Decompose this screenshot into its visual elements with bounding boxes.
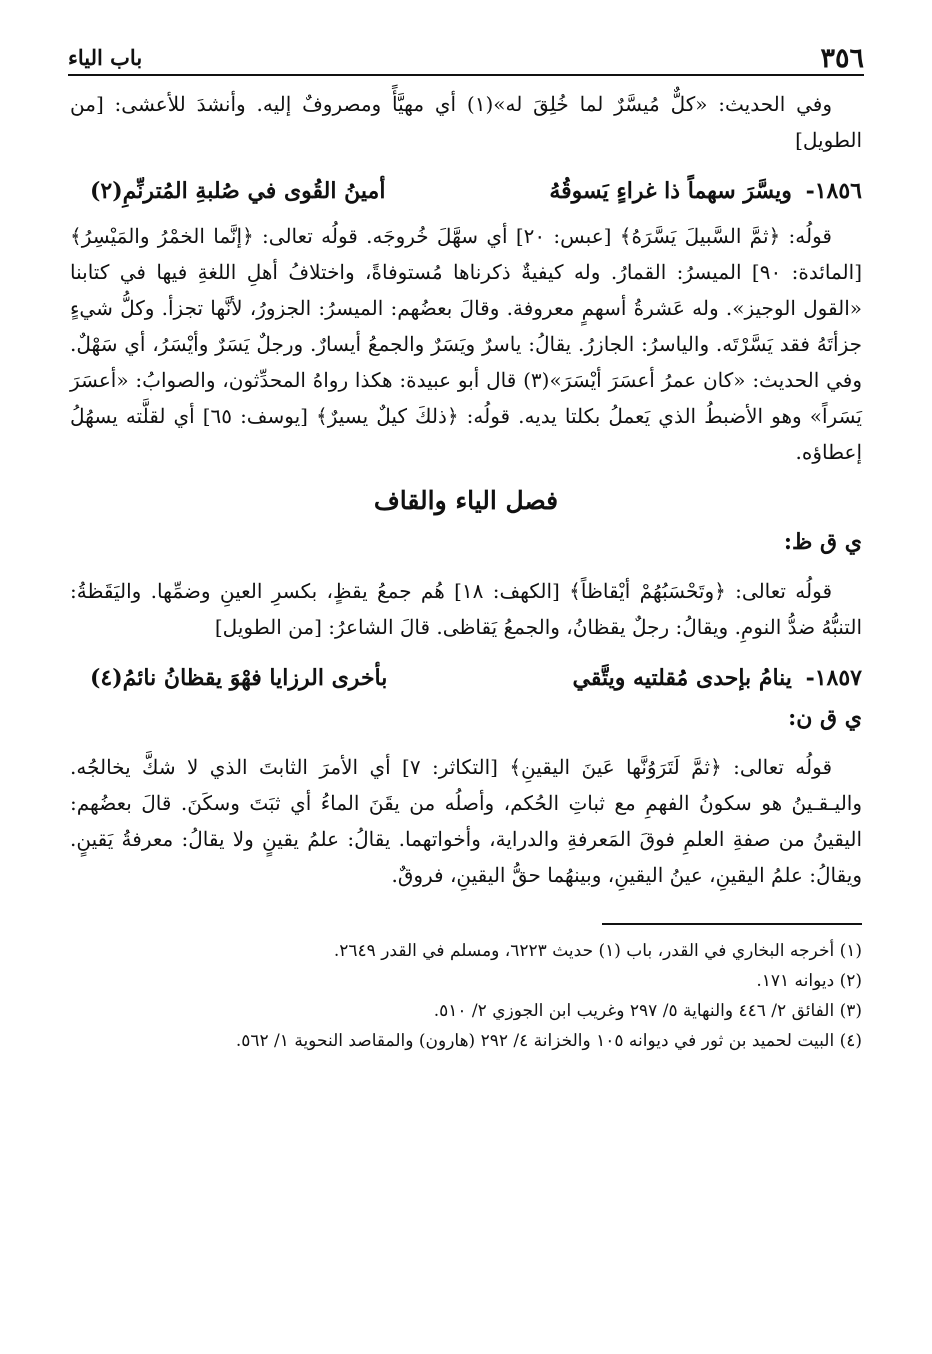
verse-number: ١٨٥٧-	[805, 665, 862, 691]
verse-second-hemistich: بأخرى الرزايا فهْوَ يقظانُ نائمُ(٤)	[90, 665, 388, 691]
verse-second-hemistich: أمينُ القُوى في صُلبةِ المُترنِّمِ(٢)	[90, 178, 386, 204]
verse-first-hemistich	[573, 659, 862, 697]
paragraph-intro: وفي الحديث: «كلٌّ مُيسَّرٌ لما خُلِقَ له»(١) أي مهيَّأً ومصروفٌ إليه. وأنشدَ للأعشى: [من الطويل]	[70, 92, 862, 152]
running-head: باب الياء	[68, 45, 143, 70]
root-heading-yqn: ي ق ن:	[788, 705, 862, 731]
root-heading-yqz: ي ق ظ:	[783, 529, 862, 555]
paragraph-yaqin: قولُه تعالى: ﴿ثمَّ لَتَرَوُنَّها عَينَ اليقينِ﴾ [التكاثر: ٧] أي الأمرَ الثابتَ الذي لا شكَّ يخالجُه. واليـقـينُ هو سكونُ الفهمِ مع ثباتِ الحُكم، وأصلُه من يقَنَ الماءُ أي ثبَتَ وسكَنَ. قالَ بعضُهم: اليقينُ من صفةِ العلمِ فوقَ المَعرفةِ والدراية، وأخواتهما. يقالُ: علمُ يقينٍ ولا يقالُ: معرفةُ يَقينٍ. ويقالُ: علمُ اليقينِ، عينُ اليقينِ، وبينهُما حقُّ اليقينِ، فروقٌ.	[70, 755, 862, 887]
footnotes	[70, 937, 862, 1055]
verse-first-hemistich	[549, 172, 862, 210]
section-title: فصل الياء والقاف	[373, 486, 559, 515]
footnote-4: (٤) البيت لحميد بن ثور في ديوانه ١٠٥ والخزانة ٤/ ٢٩٢ (هارون) والمقاصد النحوية ١/ ٥٦٢.	[235, 1031, 862, 1051]
paragraph-maysir: قولُه: ﴿ثمَّ السَّبيلَ يَسَّرَهُ﴾ [عبس: ٢٠] أي سهَّلَ خُروجَه. قولُه تعالى: ﴿إنَّما الخمْرُ والمَيْسِرُ﴾ [المائدة: ٩٠] الميسرُ: القمارُ. وله كيفيةٌ ذكرناها مُستوفاةً، واختلافُ أهلِ اللغةِ فيها في كتابنا «القول الوجيز». وله عَشرةُ أسهمٍ معروفة. وقالَ بعضُهم: الميسرُ: الجزورُ، لأنَّها تجزأ. وكلُّ شيءٍ جزأتَهُ فقد يَسَّرْتَه. والياسرُ: الجازرُ. يقالُ: ياسرٌ ويَسَرٌ والجمعُ أيسارٌ. ورجلٌ يَسَرٌ وأيْسَرُ، أي سَهْلٌ. وفي الحديث: «كان عمرُ أعسَرَ أيْسَرَ»(٣) قال أبو عبيدة: هكذا رواهُ المحدِّثون، والصوابُ: «أعسَرَ يَسَراً» وهو الأضبطُ الذي يَعملُ بكلتا يديه. قولُه: ﴿ذلكَ كيلٌ يسيرٌ﴾ [يوسف: ٦٥] أي لقلَّته يسهُلُ إعطاؤه.	[70, 224, 863, 464]
verse-1857	[70, 659, 862, 697]
verse-1856	[70, 172, 862, 210]
footnote-3: (٣) الفائق ٢/ ٤٤٦ والنهاية ٥/ ٢٩٧ وغريب ابن الجوزي ٢/ ٥١٠.	[433, 1001, 862, 1021]
footnote-1: (١) أخرجه البخاري في القدر، باب (١) حديث ٦٢٢٣، ومسلم في القدر ٢٦٤٩.	[333, 941, 862, 961]
footnote-2: (٢) ديوانه ١٧١.	[756, 971, 862, 991]
paragraph-yaqaza: قولُه تعالى: ﴿وتَحْسَبُهُمْ أيْقاظاً﴾ [الكهف: ١٨] هُم جمعُ يقظٍ، بكسرِ العينِ وضمِّها. واليَقَظةُ: التنبُّهُ ضدُّ النومِ. ويقالُ: رجلٌ يقظانُ، والجمعُ يَقاظى. قالَ الشاعرُ: [من الطويل]	[70, 579, 862, 639]
verse-number: ١٨٥٦-	[805, 178, 862, 204]
footnote-separator	[602, 923, 862, 925]
verse-text: ينامُ بإحدى مُقلتيه ويتَّقي	[572, 665, 792, 691]
page-number: ٣٥٦	[820, 43, 864, 74]
verse-text: ويسَّرَ سهماً ذا غراءٍ يَسوقُهُ	[549, 178, 792, 204]
page-header	[68, 28, 864, 76]
